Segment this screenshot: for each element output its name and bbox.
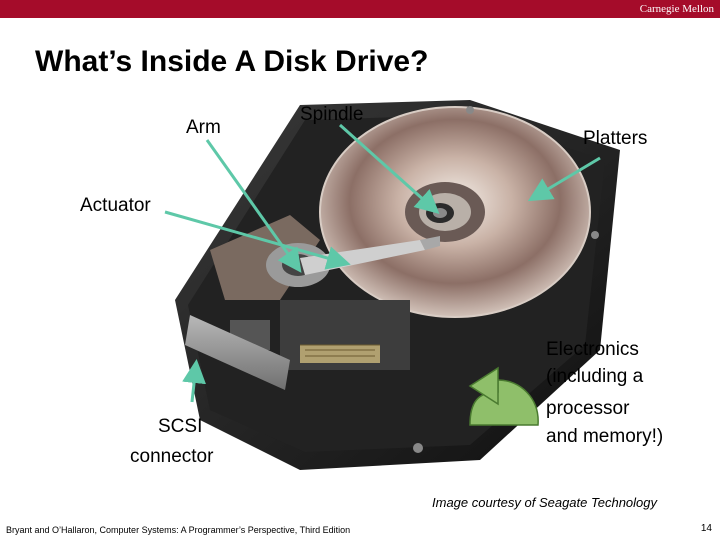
spindle-label: Spindle bbox=[300, 104, 364, 125]
page-number: 14 bbox=[700, 523, 712, 534]
electronics-label-line2: (including a bbox=[546, 366, 644, 387]
slide-title: What’s Inside A Disk Drive? bbox=[35, 45, 429, 78]
footer-citation: Bryant and O’Hallaron, Computer Systems: A Programmer’s Perspective, Third Edition bbox=[6, 525, 351, 535]
electronics-label-line3: processor bbox=[546, 398, 630, 419]
brand-label: Carnegie Mellon bbox=[639, 3, 714, 15]
image-courtesy: Image courtesy of Seagate Technology bbox=[432, 495, 657, 510]
electronics-label-line4: and memory!) bbox=[546, 426, 664, 447]
actuator-label: Actuator bbox=[80, 195, 151, 216]
scsi-label-line1: SCSI bbox=[158, 416, 203, 437]
electronics-label-line1: Electronics bbox=[546, 339, 639, 360]
platters-label: Platters bbox=[583, 128, 648, 149]
platter bbox=[320, 107, 590, 317]
scsi-label-line2: connector bbox=[130, 446, 214, 467]
arm-label: Arm bbox=[186, 117, 221, 138]
